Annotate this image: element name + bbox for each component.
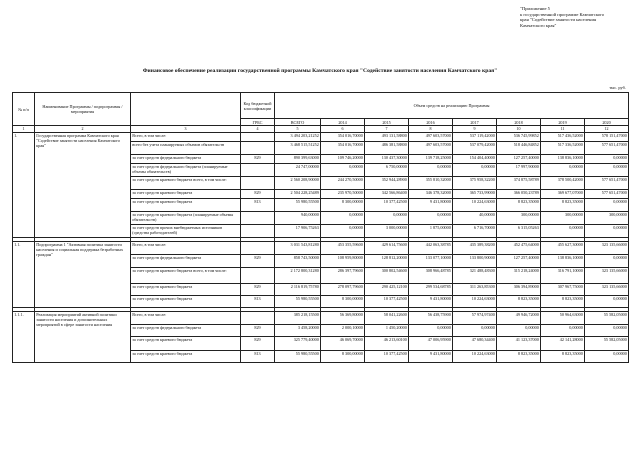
year-value: 0,00000 [541,163,585,176]
year-value: 0,00000 [585,163,629,176]
appendix-line: Камчатского края" [520,22,557,28]
year-value: 47 006,95900 [409,336,453,350]
year-value: 355 810,32000 [409,176,453,189]
units-label: тыс. руб. [609,85,626,90]
header-year: 2018 [497,119,541,126]
year-value: 6 716,70000 [453,224,497,237]
year-value: 300,00000 [497,211,541,224]
year-value: 138 836,10000 [541,254,585,267]
funding-source: Всего, в том числе: [131,241,241,254]
year-value: 49 946,72000 [497,311,541,324]
year-value: 307 967,75000 [541,283,585,295]
funding-source: за счет средств федерального бюджета [131,254,241,267]
funding-source: за счет средств федерального бюджета [131,324,241,336]
year-value: 0,00000 [409,163,453,176]
header-grbs: ГРБС [241,119,275,126]
row-number: 1.1. [13,241,35,307]
year-value: 40,00000 [453,211,497,224]
column-number: 12 [585,126,629,132]
year-value: 3 000,00000 [365,224,409,237]
total-value: 24 747,00000 [275,163,321,176]
program-name: Реализация мероприятий активной политики занятости населения и дополнительных мероприятий в сфере занятости населения [35,311,131,362]
year-value: 435 389,38200 [453,241,497,254]
funding-source: за счет средств краевого бюджета [131,198,241,211]
total-value: 325 779,40000 [275,336,321,350]
year-value: 8 823,35000 [497,198,541,211]
total-value: 3 031 543,81280 [275,241,321,254]
year-value: 366 050,23789 [497,189,541,198]
year-value: 17 997,90000 [497,163,541,176]
appendix-note [520,6,635,28]
column-number: 9 [453,126,497,132]
year-value: 316 791,10000 [541,267,585,283]
year-value: 0,00000 [585,324,629,336]
year-value: 41 123,37000 [497,336,541,350]
year-value: 354 016,70000 [321,132,365,141]
header-year: 2014 [321,119,365,126]
year-value: 10 377,42500 [365,350,409,362]
year-value: 10 224,63000 [453,198,497,211]
year-value: 0,00000 [541,224,585,237]
year-value: 577 651,47000 [585,176,629,189]
year-value: 486 381,58800 [365,141,409,154]
year-value: 497 603,57000 [409,132,453,141]
funding-source: за счет средств краевого бюджета [131,189,241,198]
year-value: 429 614,75600 [365,241,409,254]
year-value: 577 651,47000 [585,141,629,154]
year-value: 127 257,40000 [497,254,541,267]
total-value: 858 743,50000 [275,254,321,267]
year-value: 452 475,64000 [497,241,541,254]
year-value: 128 812,20000 [365,254,409,267]
year-value: 10 224,63000 [453,350,497,362]
grbs-code: 829 [241,154,275,163]
year-value: 0,00000 [585,254,629,267]
row-number: 1. [13,132,35,237]
table-row [13,311,629,324]
grbs-code [241,211,275,224]
year-value: 8 300,00000 [321,350,365,362]
grbs-code [241,132,275,141]
year-value: 8 300,00000 [321,295,365,307]
year-value: 10 377,42500 [365,198,409,211]
year-value: 374 875,58789 [497,176,541,189]
year-value: 315 218,24000 [497,267,541,283]
total-value: 2 172 800,31280 [275,267,321,283]
year-value: 578 151,47000 [585,132,629,141]
year-value: 0,00000 [585,154,629,163]
column-number: 1 [13,126,35,132]
total-value: 3 494 203,21252 [275,132,321,141]
column-number: 5 [275,126,321,132]
column-number: 8 [409,126,453,132]
appendix-line: к государственной программе Камчатского [520,11,605,17]
year-value: 0,00000 [497,324,541,336]
year-value: 299 534,68785 [409,283,453,295]
year-value: 537 119,42000 [453,132,497,141]
total-value: 2 504 228,25489 [275,189,321,198]
header-code: Код бюджетной классификации [241,93,275,119]
header-year: ВСЕГО [275,119,321,126]
year-value: 0,00000 [321,224,365,237]
year-value: 109 746,20000 [321,154,365,163]
funding-source: Всего, в том числе: [131,311,241,324]
header-year: 2020 [585,119,629,126]
year-value: 290 425,12100 [365,283,409,295]
year-value: 57 974,97400 [453,311,497,324]
year-value: 127 257,40000 [497,154,541,163]
year-value: 6 750,00000 [365,163,409,176]
year-value: 0,00000 [585,350,629,362]
year-value: 0,00000 [585,224,629,237]
year-value: 42 141,28000 [541,336,585,350]
year-value: 8 823,35000 [541,295,585,307]
year-value: 10 377,42500 [365,295,409,307]
year-value: 577 651,47000 [585,189,629,198]
funding-source: за счет средств краевого бюджета всего, в том числе: [131,176,241,189]
year-value: 0,00000 [453,324,497,336]
year-value: 321 488,48300 [453,267,497,283]
program-name: Государственная программа Камчатского края "Содействие занятости населения Камчатского края" [35,132,131,237]
year-value: 323 135,66000 [585,241,629,254]
year-value: 10 224,63000 [453,295,497,307]
header-year: 2017 [453,119,497,126]
year-value: 6 315,05263 [497,224,541,237]
header-year: 2016 [409,119,453,126]
year-value: 55 582,05000 [585,336,629,350]
grbs-code: 829 [241,324,275,336]
table-body [13,132,629,362]
column-number: 4 [241,126,275,132]
year-value: 323 135,66000 [585,283,629,295]
year-value: 47 680,34400 [453,336,497,350]
year-value: 1 875,00000 [409,224,453,237]
grbs-code: 813 [241,350,275,362]
year-value: 9 431,80000 [409,198,453,211]
year-value: 369 677,07000 [541,189,585,198]
grbs-code: 813 [241,295,275,307]
table-row [13,241,629,254]
total-value: 940,00000 [275,211,321,224]
year-value: 50 964,63000 [541,311,585,324]
total-value: 17 906,75263 [275,224,321,237]
column-number: 7 [365,126,409,132]
year-value: 0,00000 [585,198,629,211]
year-value: 365 733,99000 [453,189,497,198]
year-value: 46 069,70000 [321,336,365,350]
total-value: 890 399,63000 [275,154,321,163]
header-volume: Объем средств на реализацию Программы [275,93,629,119]
table-row [13,132,629,141]
year-value: 244 270,50000 [321,176,365,189]
funding-source: за счет средств федерального бюджета (планируемые объемы обязательств) [131,163,241,176]
year-value: 453 355,59600 [321,241,365,254]
year-value: 9 431,80000 [409,295,453,307]
year-value: 354 016,70000 [321,141,365,154]
year-value: 0,00000 [585,295,629,307]
grbs-code: 829 [241,336,275,350]
year-value: 130 437,30000 [365,154,409,163]
year-value: 375 958,32200 [453,176,497,189]
year-value: 46 213,60100 [365,336,409,350]
grbs-code [241,311,275,324]
year-value: 0,00000 [409,324,453,336]
year-value: 8 823,35000 [541,350,585,362]
year-value: 8 823,35000 [497,295,541,307]
year-value: 0,00000 [409,211,453,224]
year-value: 311 263,85300 [453,283,497,295]
grbs-code: 829 [241,254,275,267]
header-empty [131,93,241,126]
year-value: 518 446,84852 [497,141,541,154]
year-value: 133 800,90000 [453,254,497,267]
total-value: 385 218,15500 [275,311,321,324]
appendix-line: края "Содействие занятости населения [520,17,597,23]
funding-source: за счет средств федерального бюджета [131,154,241,163]
year-value: 517 436,52000 [541,132,585,141]
year-value: 378 500,42000 [541,176,585,189]
year-value: 323 135,66000 [585,267,629,283]
total-value: 55 980,55500 [275,295,321,307]
year-value: 1 450,20000 [365,324,409,336]
year-value: 442 063,38785 [409,241,453,254]
funding-source: за счет средств краевого бюджета [131,336,241,350]
year-value: 493 131,58800 [365,132,409,141]
year-value: 346 378,32000 [409,189,453,198]
year-value: 8 823,35000 [497,350,541,362]
year-value: 536 745,99852 [497,132,541,141]
year-value: 537 079,42000 [453,141,497,154]
year-value: 497 603,57000 [409,141,453,154]
year-value: 0,00000 [321,211,365,224]
grbs-code [241,224,275,237]
year-value: 455 627,30000 [541,241,585,254]
grbs-code [241,176,275,189]
year-value: 235 970,50000 [321,189,365,198]
year-value: 154 404,40000 [453,154,497,163]
funding-source: всего без учета планируемых объемов обязательств [131,141,241,154]
year-value: 0,00000 [453,163,497,176]
year-value: 108 959,80000 [321,254,365,267]
column-number: 6 [321,126,365,132]
year-value: 56 369,80000 [321,311,365,324]
grbs-code [241,141,275,154]
grbs-code: 829 [241,283,275,295]
header-year: 2015 [365,119,409,126]
grbs-code [241,163,275,176]
year-value: 308 966,48785 [409,267,453,283]
finance-table [12,92,629,363]
document-title: Финансовое обеспечение реализации государственной программы Камчатского края "Содействие занятости населения Камчатского края" [142,68,498,74]
total-value: 3 458,20000 [275,324,321,336]
year-value: 300 802,54600 [365,267,409,283]
total-value: 55 980,55500 [275,198,321,211]
funding-source: за счет средств краевого бюджета всего, в том числе: [131,267,241,283]
year-value: 2 000,10000 [321,324,365,336]
funding-source: за счет средств краевого бюджета [131,283,241,295]
year-value: 300,00000 [585,211,629,224]
row-number: 1.1.1. [13,311,35,362]
year-value: 352 944,28900 [365,176,409,189]
grbs-code [241,267,275,283]
header-year: 2019 [541,119,585,126]
grbs-code: 813 [241,198,275,211]
year-value: 342 566,86400 [365,189,409,198]
funding-source: Всего, в том числе: [131,132,241,141]
year-value: 55 582,05000 [585,311,629,324]
year-value: 58 041,22600 [365,311,409,324]
year-value: 300,00000 [541,211,585,224]
year-value: 0,00000 [541,324,585,336]
year-value: 8 300,00000 [321,198,365,211]
year-value: 278 097,79600 [321,283,365,295]
year-value: 517 336,52000 [541,141,585,154]
header-no: № п/п [13,93,35,126]
funding-source: за счет средств краевого бюджета [131,350,241,362]
column-number: 10 [497,126,541,132]
funding-source: за счет средств прочих внебюджетных источников (средства работодателей) [131,224,241,237]
column-number: 3 [131,126,241,132]
total-value: 2 560 208,90000 [275,176,321,189]
year-value: 9 431,80000 [409,350,453,362]
year-value: 138 836,10000 [541,154,585,163]
column-number: 11 [541,126,585,132]
year-value: 0,00000 [365,211,409,224]
year-value: 0,00000 [321,163,365,176]
funding-source: за счет средств краевого бюджета [131,295,241,307]
program-name: Подпрограмма 1 "Активная политика занятости населения и социальная поддержка безработных граждан" [35,241,131,307]
grbs-code: 829 [241,189,275,198]
appendix-line: "Приложение 5 [520,6,550,11]
total-value: 3 468 515,51252 [275,141,321,154]
year-value: 133 077,10000 [409,254,453,267]
total-value: 2 116 819,75780 [275,283,321,295]
year-value: 8 823,35000 [541,198,585,211]
year-value: 306 394,89000 [497,283,541,295]
grbs-code [241,241,275,254]
year-value: 139 718,25000 [409,154,453,163]
header-name: Наименование Программы / подпрограммы / мероприятия [35,93,131,126]
year-value: 286 397,79600 [321,267,365,283]
year-value: 56 438,75900 [409,311,453,324]
funding-source: за счет средств краевого бюджета (планируемые объемы обязательств) [131,211,241,224]
column-number: 2 [35,126,131,132]
total-value: 55 980,55500 [275,350,321,362]
